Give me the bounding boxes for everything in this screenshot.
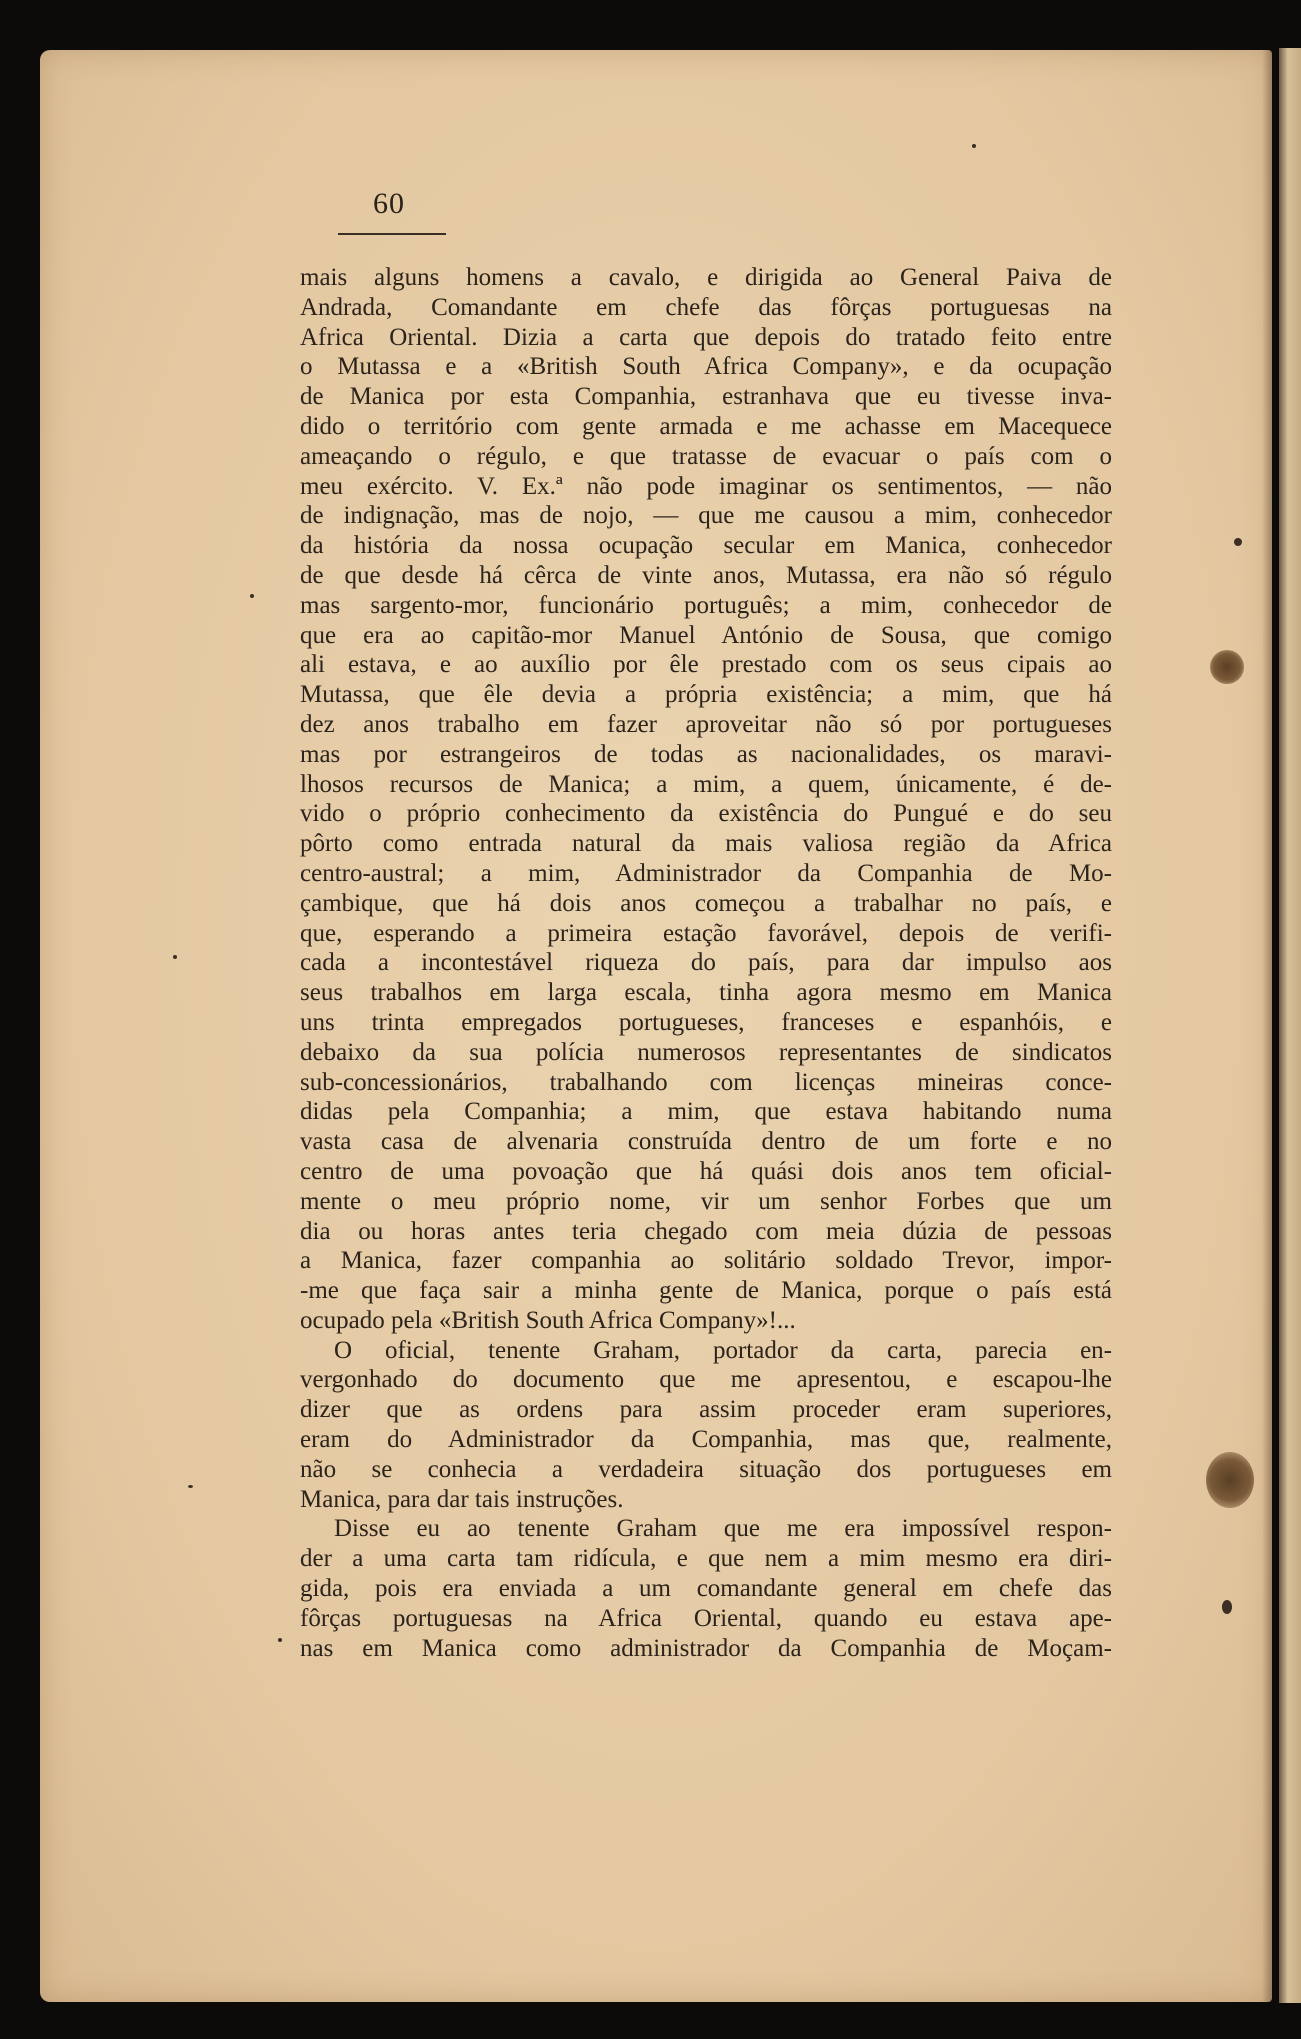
text-line: da história da nossa ocupação secular em Manica, conhecedor <box>300 532 1112 560</box>
text-line: cada a incontestável riqueza do país, para dar impulso aos <box>300 949 1112 977</box>
text-line: dia ou horas antes teria chegado com meia dúzia de pessoas <box>300 1217 1112 1245</box>
text-line: -me que faça sair a minha gente de Manica, porque o país está <box>300 1277 1112 1305</box>
text-line: ali estava, e ao auxílio por êle prestado com os seus cipais ao <box>300 651 1112 679</box>
text-line: de que desde há cêrca de vinte anos, Mutassa, era não só régulo <box>300 561 1112 589</box>
text-line: nas em Manica como administrador da Companhia de Moçam- <box>300 1634 1112 1662</box>
text-line: çambique, que há dois anos começou a trabalhar no país, e <box>300 889 1112 917</box>
paper-speck <box>188 1485 193 1488</box>
text-line: que era ao capitão-mor Manuel António de Sousa, que comigo <box>300 621 1112 649</box>
text-line: vasta casa de alvenaria construída dentro de um forte e no <box>300 1128 1112 1156</box>
adjacent-page-edge <box>1279 48 1301 2003</box>
text-line: mente o meu próprio nome, vir um senhor Forbes que um <box>300 1187 1112 1215</box>
paper-blemish <box>1206 1452 1254 1508</box>
text-line: meu exército. V. Ex.ª não pode imaginar os sentimentos, — não <box>300 472 1112 500</box>
paper-speck <box>1234 538 1242 546</box>
text-line: dido o território com gente armada e me achasse em Macequece <box>300 412 1112 440</box>
text-line: der a uma carta tam ridícula, e que nem a mim mesmo era diri- <box>300 1545 1112 1573</box>
text-line: ocupado pela «British South Africa Company»!... <box>300 1306 796 1334</box>
paper-speck <box>278 1638 282 1642</box>
paper-blemish <box>1210 650 1244 684</box>
text-line: fôrças portuguesas na Africa Oriental, quando eu estava ape- <box>300 1604 1112 1632</box>
text-line: lhosos recursos de Manica; a mim, a quem, únicamente, é de- <box>300 770 1112 798</box>
text-line: o Mutassa e a «British South Africa Company», e da ocupação <box>300 353 1112 381</box>
paper-speck <box>173 955 177 959</box>
text-line: dez anos trabalho em fazer aproveitar não só por portugueses <box>300 710 1112 738</box>
text-line: centro de uma povoação que há quási dois anos tem oficial- <box>300 1157 1112 1185</box>
text-line: centro-austral; a mim, Administrador da Companhia de Mo- <box>300 859 1112 887</box>
text-line: eram do Administrador da Companhia, mas que, realmente, <box>300 1426 1112 1454</box>
text-line: que, esperando a primeira estação favorável, depois de verifi- <box>300 919 1112 947</box>
text-line: mais alguns homens a cavalo, e dirigida ao General Paiva de <box>300 264 1112 291</box>
text-line: de indignação, mas de nojo, — que me causou a mim, conhecedor <box>300 502 1112 530</box>
paper-speck <box>1222 1600 1232 1614</box>
text-line: debaixo da sua polícia numerosos representantes de sindicatos <box>300 1038 1112 1066</box>
text-line: gida, pois era enviada a um comandante general em chefe das <box>300 1575 1112 1603</box>
text-line: Africa Oriental. Dizia a carta que depois do tratado feito entre <box>300 323 1112 351</box>
text-line: mas sargento-mor, funcionário português; a mim, conhecedor de <box>300 591 1112 619</box>
paper-speck <box>972 144 976 148</box>
text-line: seus trabalhos em larga escala, tinha agora mesmo em Manica <box>300 979 1112 1007</box>
text-line: vergonhado do documento que me apresentou, e escapou-lhe <box>300 1366 1112 1394</box>
text-line: pôrto como entrada natural da mais valiosa região da Africa <box>300 830 1112 858</box>
text-line: a Manica, fazer companhia ao solitário soldado Trevor, impor- <box>300 1247 1112 1275</box>
text-line: Disse eu ao tenente Graham que me era impossível respon- <box>334 1515 1112 1543</box>
paper-speck <box>250 594 254 598</box>
text-line: sub-concessionários, trabalhando com licenças mineiras conce- <box>300 1068 1112 1096</box>
page-number: 60 <box>373 187 405 220</box>
text-line: não se conhecia a verdadeira situação dos portugueses em <box>300 1455 1112 1483</box>
page-number-rule <box>338 233 446 235</box>
text-line: Andrada, Comandante em chefe das fôrças portuguesas na <box>300 293 1112 321</box>
text-line: ameaçando o régulo, e que tratasse de evacuar o país com o <box>300 442 1112 470</box>
text-line: vido o próprio conhecimento da existência do Pungué e do seu <box>300 800 1112 828</box>
text-line: Manica, para dar tais instruções. <box>300 1485 624 1513</box>
body-text <box>300 263 1112 1663</box>
text-line: uns trinta empregados portugueses, franceses e espanhóis, e <box>300 1008 1112 1036</box>
page-edge-shadow <box>1262 50 1272 2002</box>
text-line: O oficial, tenente Graham, portador da carta, parecia en- <box>334 1336 1112 1364</box>
text-line: de Manica por esta Companhia, estranhava que eu tivesse inva- <box>300 383 1112 411</box>
text-line: didas pela Companhia; a mim, que estava habitando numa <box>300 1098 1112 1126</box>
text-line: mas por estrangeiros de todas as nacionalidades, os maravi- <box>300 740 1112 768</box>
text-line: Mutassa, que êle devia a própria existência; a mim, que há <box>300 681 1112 709</box>
text-line: dizer que as ordens para assim proceder eram superiores, <box>300 1396 1112 1424</box>
